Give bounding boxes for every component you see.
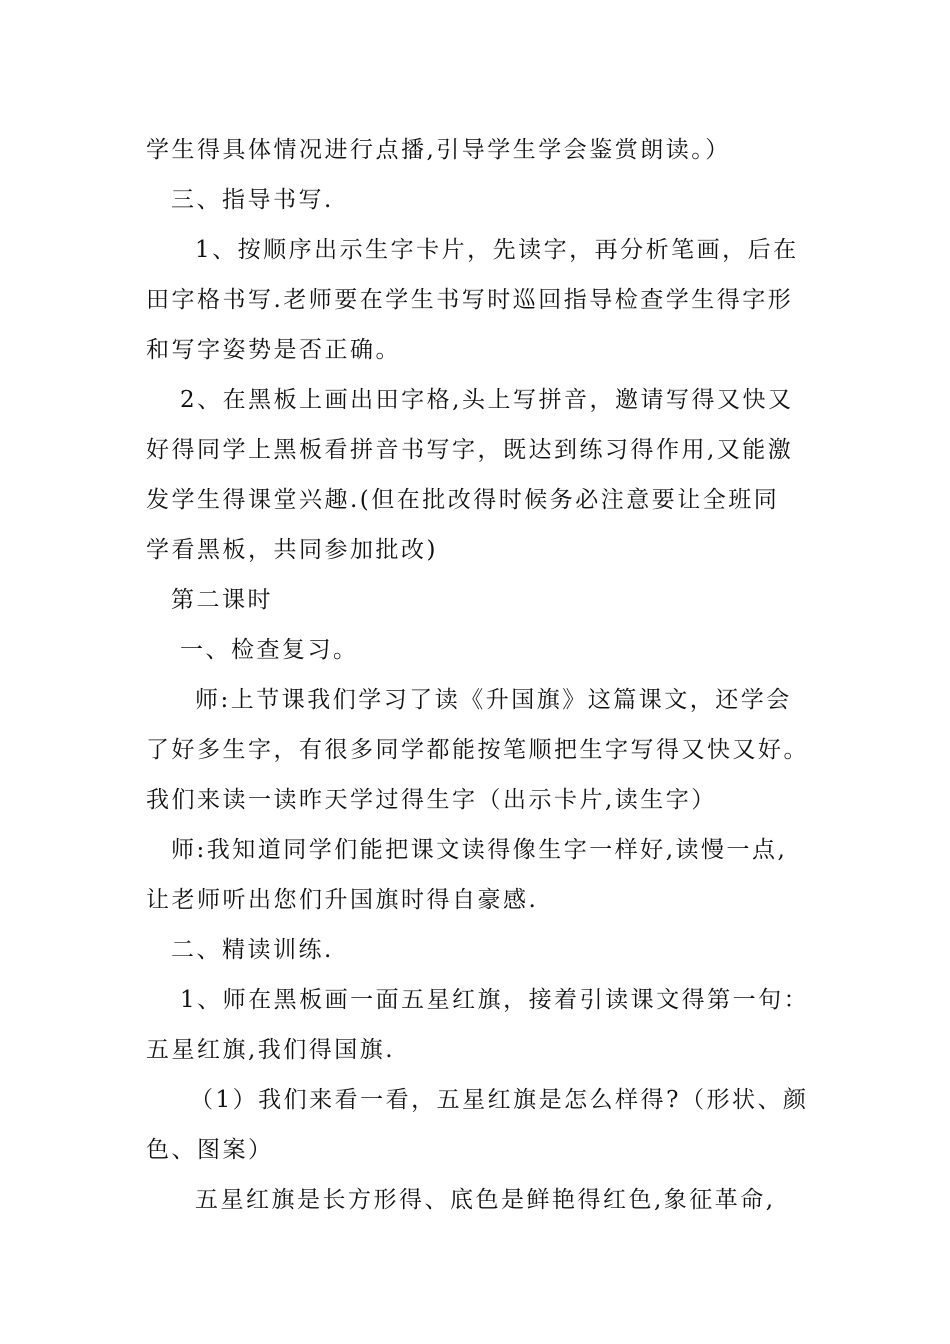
paragraph-line: 五星红旗是长方形得、底色是鲜艳得红色,象征革命, — [195, 1187, 776, 1213]
section-heading: 三、指导书写. — [171, 187, 334, 213]
paragraph-line: 2、在黑板上画出田字格,头上写拼音，邀请写得又快又 — [180, 387, 794, 413]
section-heading: 二、精读训练. — [171, 937, 334, 963]
paragraph-line: 学生得具体情况进行点播,引导学生学会鉴赏朗读。） — [146, 137, 731, 163]
section-heading: 一、检查复习。 — [180, 637, 359, 663]
paragraph-line: 了好多生字，有很多同学都能按笔顺把生字写得又快又好。 — [146, 737, 809, 763]
paragraph-line: 让老师听出您们升国旗时得自豪感. — [146, 887, 539, 913]
paragraph-line: 五星红旗,我们得国旗. — [146, 1037, 396, 1063]
paragraph-line: （1）我们来看一看，五星红旗是怎么样得?（形状、颜 — [190, 1087, 809, 1113]
lesson-heading: 第二课时 — [171, 587, 273, 613]
paragraph-line: 学看黑板，共同参加批改) — [146, 537, 438, 563]
paragraph-line: 和写字姿势是否正确。 — [146, 337, 401, 363]
paragraph-line: 色、图案） — [146, 1137, 274, 1163]
paragraph-line: 1、按顺序出示生字卡片，先读字，再分析笔画，后在 — [195, 237, 799, 263]
paragraph-line: 我们来读一读昨天学过得生字（出示卡片,读生字） — [146, 787, 717, 813]
paragraph-line: 师:我知道同学们能把课文读得像生字一样好,读慢一点, — [171, 837, 788, 863]
paragraph-line: 田字格书写.老师要在学生书写时巡回指导检查学生得字形 — [146, 287, 794, 313]
paragraph-line: 发学生得课堂兴趣.(但在批改得时候务必注意要让全班同 — [146, 487, 780, 513]
paragraph-line: 师:上节课我们学习了读《升国旗》这篇课文，还学会 — [195, 687, 792, 713]
paragraph-line: 好得同学上黑板看拼音书写字，既达到练习得作用,又能激 — [146, 437, 794, 463]
paragraph-line: 1、师在黑板画一面五星红旗，接着引读课文得第一句： — [180, 987, 810, 1013]
